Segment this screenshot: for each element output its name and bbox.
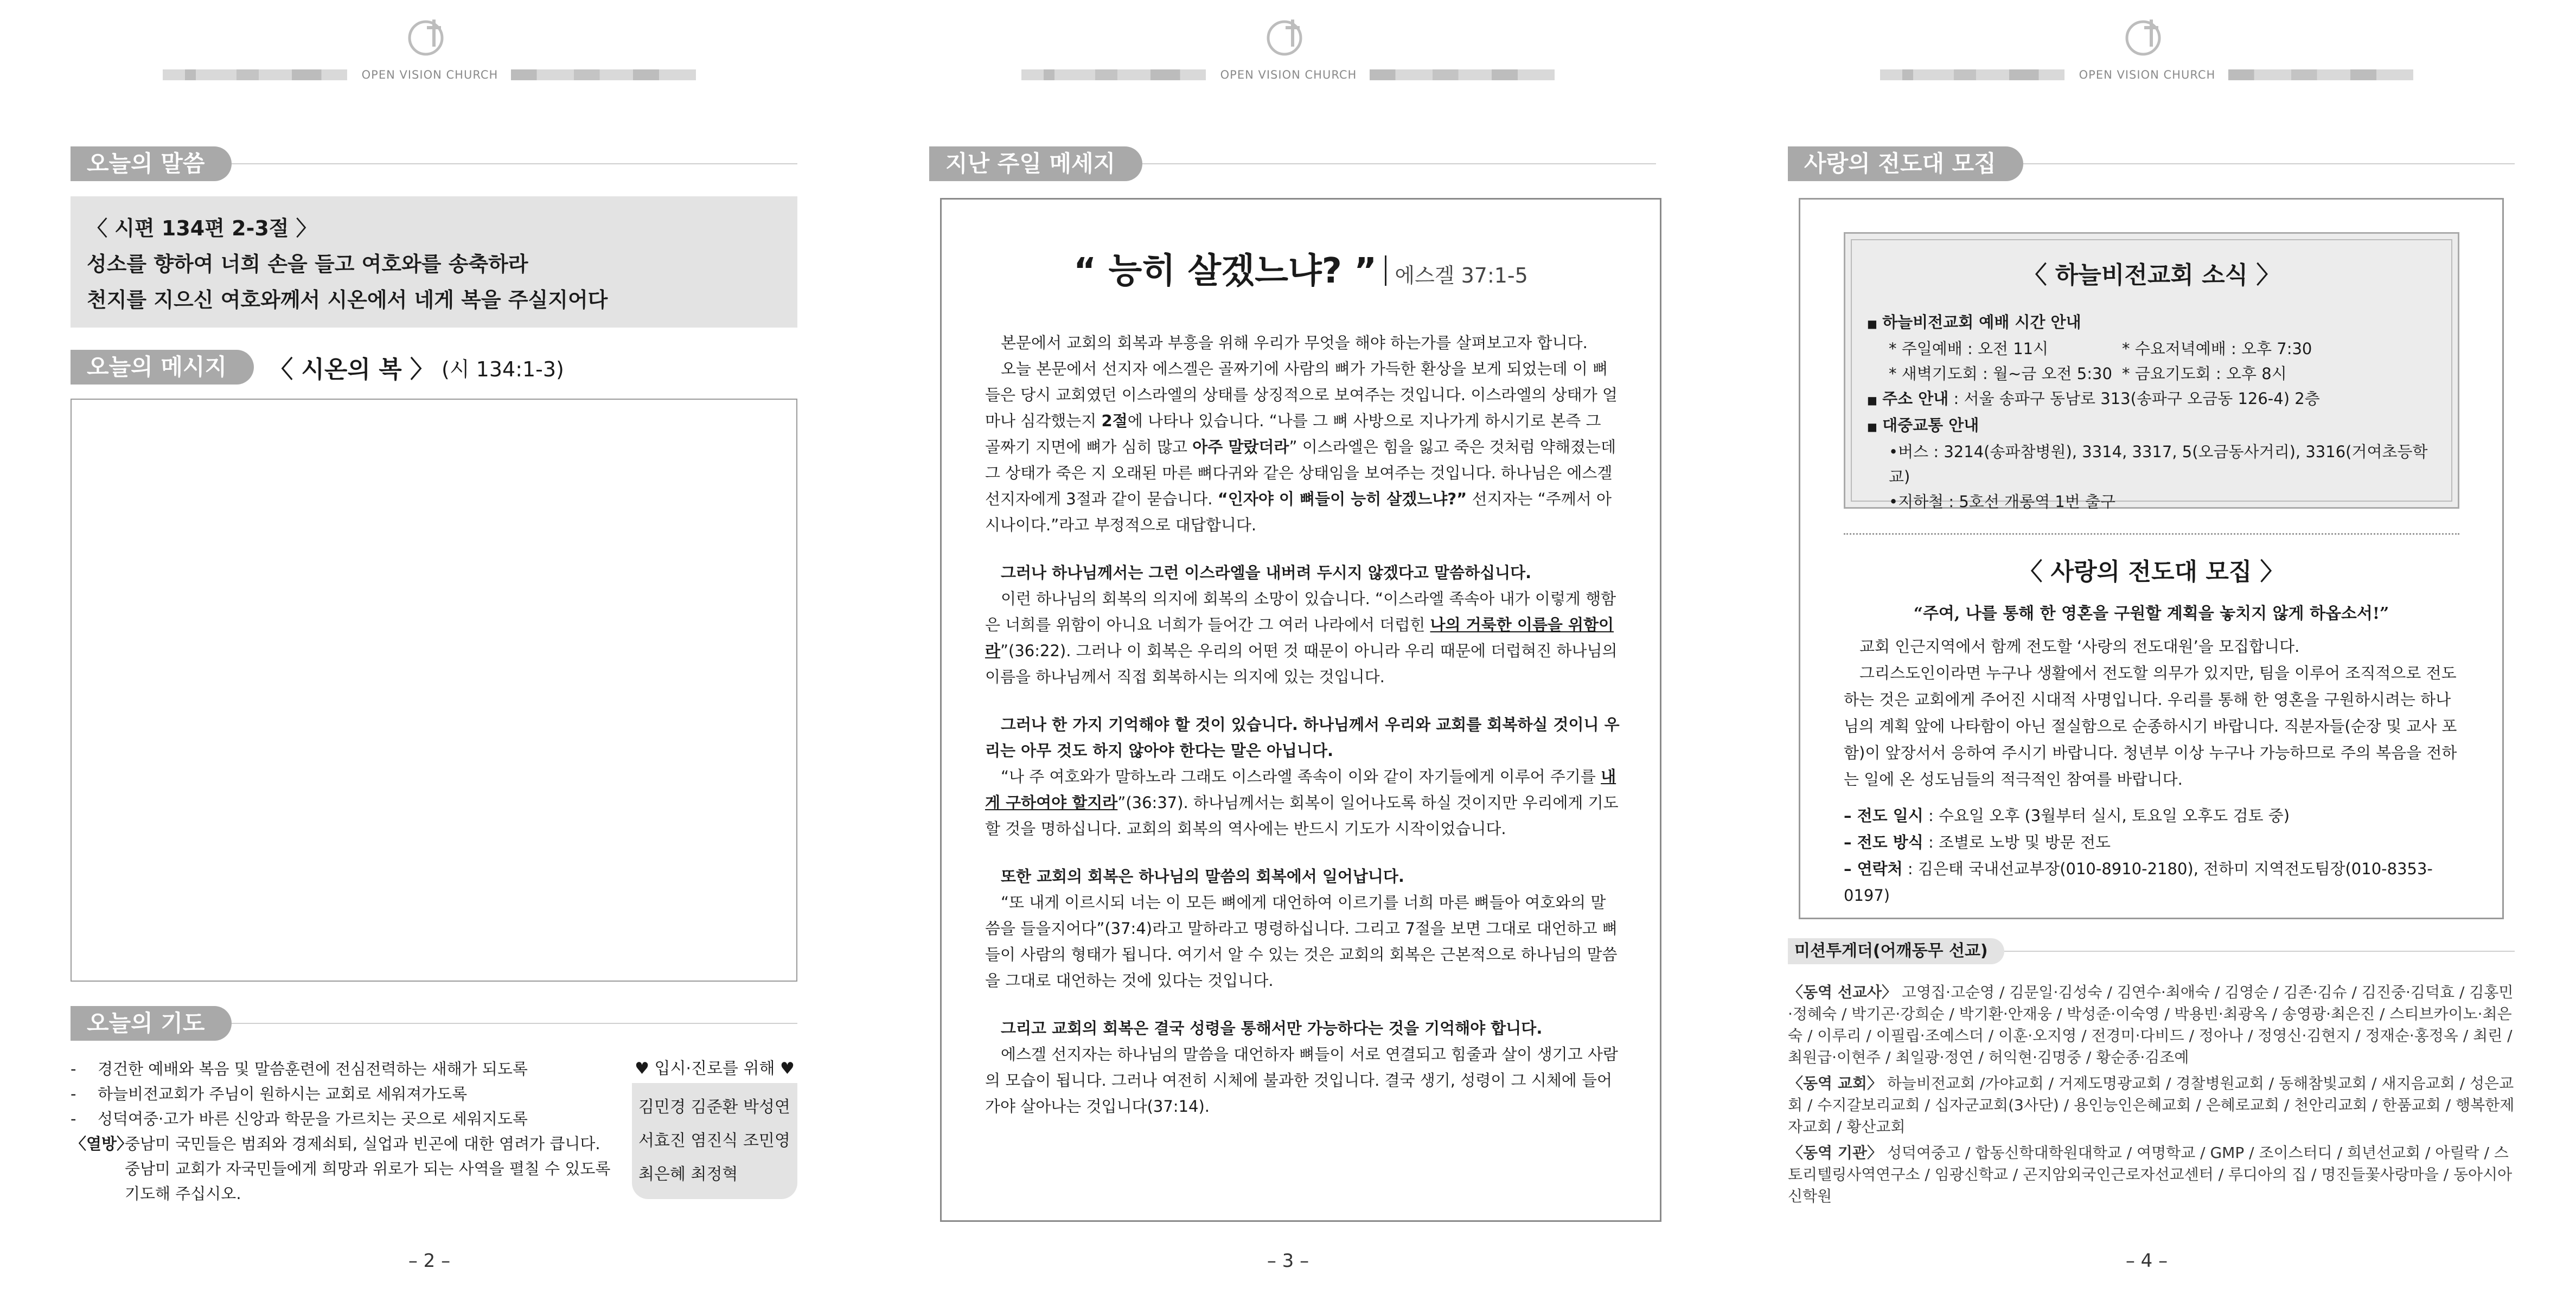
church-cross-logo-icon <box>2121 16 2170 60</box>
transit-label: ■ 대중교통 안내 <box>1867 416 1979 434</box>
paragraph: “또 내게 이르시되 너는 이 모든 뼈에게 대언하여 이르기를 너희 마른 뼈들아 여호와의 말씀을 들을지어다”(37:4)라고 말하라고 명령하십니다. 그리고 7절을 보면 그대로 대언하고 뼈들이 사람의 형태가 됩니다. 여기서 알 수 있는 것은 교회의 회복은 근본적으로 하나님의 말씀을 그대로 대언하는 것에 있다는 것입니다. <box>985 893 1618 990</box>
message-reference: (시 134:1-3) <box>442 357 564 381</box>
section-title: 오늘의 말씀 <box>71 146 232 181</box>
section-title: 사랑의 전도대 모집 <box>1788 146 2023 181</box>
mission-header <box>1788 938 2515 964</box>
prayer-item: - 하늘비전교회가 주님이 원하시는 교회로 세워져가도록 <box>71 1085 468 1103</box>
sermon-heading <box>942 243 1660 293</box>
address-row: ■ 주소 안내 : 서울 송파구 동남로 313(송파구 오금동 126-4) 2층 <box>1867 389 2320 408</box>
header-band-left <box>1021 69 1206 80</box>
section-title: 오늘의 기도 <box>71 1006 232 1041</box>
header-band-right <box>1370 69 1555 80</box>
church-news-box <box>1844 232 2459 509</box>
paragraph: 이런 하나님의 회복의 의지에 회복의 소망이 있습니다. “이스라엘 족속아 내가 이렇게 행함은 너희를 위함이 아니요 너희가 들어간 그 여러 나라에서 더럽힌 나의 거룩한 이름을 위함이라”(36:22). 그러나 이 회복은 우리의 어떤 것 때문이 아니라 우리 때문에 더럽혀진 하나님의 이름을 하나님께서 직접 회복하시는 의지에 있는 것입니다. <box>985 590 1618 686</box>
paragraph: 그리스도인이라면 누구나 생활에서 전도할 의무가 있지만, 팀을 이루어 조직적으로 전도하는 것은 교회에게 주어진 시대적 사명입니다. 우리를 통해 한 영혼을 구원하시려는 하나님의 계획 앞에 나타함이 아닌 절실함으로 순종하시기 바랍니다. 직분자들(순장 및 교사 포함)이 앞장서서 응하여 주시기 바랍니다. 청년부 이상 누구나 가능하므로 주의 복음을 전하는 일에 온 성도님들의 적극적인 참여를 바랍니다. <box>1844 664 2457 789</box>
paragraph: “나 주 여호와가 말하노라 그래도 이스라엘 족속이 이와 같이 자기들에게 이루어 주기를 내게 구하여야 할지라”(36:37). 하나님께서는 회복이 일어나도록 하실 것이지만 우리에게 기도할 것을 명하십니다. 교회의 회복의 역사에는 반드시 기도가 시작이었습니다. <box>985 767 1619 838</box>
sermon-body <box>985 330 1620 1119</box>
sermon-reference: 에스겔 37:1-5 <box>1395 264 1528 287</box>
church-name: OPEN VISION CHURCH <box>2079 68 2216 81</box>
scripture-reference: 〈 시편 134편 2-3절 〉 <box>87 216 317 240</box>
divider <box>1385 255 1386 286</box>
paragraph: 오늘 본문에서 선지자 에스겔은 골짜기에 사람의 뼈가 가득한 환상을 보게 되었는데 이 뼈들은 당시 교회였던 이스라엘의 상태를 상징적으로 보여주는 것입니다. 이스라엘의 상태가 얼마나 심각했는지 2절에 나타나 있습니다. “나를 그 뼈 사방으로 지나가게 하시기로 본즉 그 골짜기 지면에 뼈가 심히 많고 아주 말랐더라” 이스라엘은 힘을 잃고 죽은 것처럼 약해졌는데 그 상태가 죽은 지 오래된 마른 뼈다귀와 같은 상태임을 보여주는 것입니다. 하나님은 에스겔 선지자에게 3절과 같이 묻습니다. “인자야 이 뼈들이 능히 살겠느냐?” 선지자는 “주께서 아시나이다.”라고 부정적으로 대답합니다. <box>985 360 1618 534</box>
name-row: 서효진 염진식 조민영 <box>638 1131 790 1150</box>
divider <box>1142 163 1656 164</box>
paragraph: 에스겔 선지자는 하나님의 말씀을 대언하자 뼈들이 서로 연결되고 힘줄과 살이 생기고 사람의 모습이 됩니다. 그러나 여전히 시체에 불과한 것입니다. 결국 생기, 성령이 그 시체에 들어가야 살아나는 것입니다(37:14). <box>985 1045 1618 1116</box>
message-name: 〈 시온의 복 〉 <box>269 356 434 383</box>
scripture-line: 천지를 지으신 여호와께서 시온에서 네게 복을 주실지어다 <box>87 288 608 312</box>
bus-row: •버스 : 3214(송파참병원), 3314, 3317, 5(오금동사거리), 3316(거여초등학교) <box>1889 443 2428 486</box>
church-name: OPEN VISION CHURCH <box>1220 68 1357 81</box>
sermon-title: “ 능히 살겠느냐? ” <box>1073 251 1377 291</box>
divider <box>232 163 797 164</box>
entrance-names-box <box>632 1083 797 1199</box>
paragraph: 본문에서 교회의 회복과 부흥을 위해 우리가 무엇을 해야 하는가를 살펴보고자 합니다. <box>1001 334 1588 352</box>
divider <box>1844 533 2459 535</box>
detail-row: – 연락처 : 김은태 국내선교부장(010-8910-2180), 전하미 지역전도팀장(010-8353-0197) <box>1844 860 2433 905</box>
detail-row: – 전도 일시 : 수요일 오후 (3월부터 실시, 토요일 오후도 검토 중) <box>1844 806 2290 825</box>
recruit-body <box>1844 633 2462 909</box>
page-2 <box>0 0 859 1294</box>
page-number: – 4 – <box>2125 1250 2168 1272</box>
page-number: – 2 – <box>408 1250 451 1272</box>
recruit-title: 〈 사랑의 전도대 모집 〉 <box>2018 558 2284 586</box>
header-band-right <box>2228 69 2413 80</box>
church-cross-logo-icon <box>404 16 453 60</box>
name-row: 김민경 김준환 박성연 <box>638 1098 790 1117</box>
section-last-sermon <box>929 146 1656 181</box>
page-header <box>163 16 696 81</box>
sermon-point: 그러나 하나님께서는 그런 이스라엘을 내버려 두시지 않겠다고 말씀하십니다. <box>1001 563 1532 582</box>
page-number: – 3 – <box>1267 1250 1309 1272</box>
page-3 <box>859 0 1717 1294</box>
section-today-word <box>71 146 797 181</box>
divider <box>232 1023 797 1024</box>
sermon-point: 또한 교회의 회복은 하나님의 말씀의 회복에서 일어납니다. <box>1001 867 1404 886</box>
worship-label: ■ 하늘비전교회 예배 시간 안내 <box>1867 313 2081 331</box>
missionary-list: 〈동역 선교사〉 고영집·고순영 / 김문일·김성숙 / 김연수·최애숙 / 김영순 / 김존·김슈 / 김진중·김덕효 / 김홍민·정혜숙 / 박기곤·강희순 / 박기환·안재웅 / 박성준·이숙영 / 박용빈·최광옥 / 송영광·최은진 / 스티브카이노·최은숙 / 이루리 / 이필립·조예스더 / 이훈·오지영 / 전경미·다비드 / 정아나 / 정영신·김현지 / 정재순·홍정옥 / 최린 / 최원급·이현주 / 최일광·정연 / 허익현·김명중 / 황순종·김조예 <box>1788 983 2514 1066</box>
message-notes-box <box>71 399 797 982</box>
section-today-message <box>71 350 797 385</box>
mission-title: 미션투게더(어깨동무 선교) <box>1788 938 2004 964</box>
subway-row: •지하철 : 5호선 개롱역 1번 출구 <box>1889 492 2116 511</box>
header-band-left <box>1880 69 2064 80</box>
divider <box>2023 163 2515 164</box>
paragraph: 교회 인근지역에서 함께 전도할 ‘사랑의 전도대원’을 모집합니다. <box>1859 637 2300 656</box>
partner-church-list: 〈동역 교회〉 하늘비전교회 /가야교회 / 거제도명광교회 / 경찰병원교회 / 동해참빛교회 / 새지음교회 / 성은교회 / 수지갈보리교회 / 십자군교회(3사단) / 용인능인은혜교회 / 은혜로교회 / 천안리교회 / 한품교회 / 행복한제자교회 / 황산교회 <box>1788 1074 2515 1136</box>
scripture-line: 성소를 향하여 너희 손을 들고 여호와를 송축하라 <box>87 252 528 276</box>
section-title: 지난 주일 메세지 <box>929 146 1142 181</box>
prayer-item: - 성덕여중·고가 바른 신앙과 학문을 가르치는 곳으로 세워지도록 <box>71 1110 528 1128</box>
header-band-right <box>511 69 696 80</box>
detail-row: – 전도 방식 : 조별로 노방 및 방문 전도 <box>1844 833 2111 851</box>
news-title: 〈 하늘비전교회 소식 〉 <box>2023 261 2280 289</box>
section-today-prayer <box>71 1006 797 1041</box>
page-header <box>1880 16 2413 81</box>
prayer-item: - 경건한 예배와 복음 및 말씀훈련에 전심전력하는 새해가 되도록 <box>71 1060 528 1078</box>
news-content <box>1867 310 2442 514</box>
entrance-prayer-panel <box>632 1055 797 1199</box>
entrance-title: ♥ 입시·진로를 위해 ♥ <box>635 1059 795 1078</box>
section-title: 오늘의 메시지 <box>71 350 254 385</box>
church-name: OPEN VISION CHURCH <box>361 68 498 81</box>
worship-row: * 새벽기도회 : 월~금 오전 5:30 * 금요기도회 : 오후 8시 <box>1889 364 2287 383</box>
section-evangelism <box>1788 146 2515 181</box>
worship-row: * 주일예배 : 오전 11시 * 수요저녁예배 : 오후 7:30 <box>1889 339 2312 358</box>
partner-org-list: 〈동역 기관〉 성덕여중고 / 합동신학대학원대학교 / 여명학교 / GMP / 조이스터디 / 희년선교회 / 아릴락 / 스토리텔링사역연구소 / 임광신학교 / 곤지암외국인근로자선교센터 / 루디아의 집 / 명진들꽃사랑마을 / 동아시아신학원 <box>1788 1144 2513 1205</box>
header-band-left <box>163 69 347 80</box>
sermon-point: 그리고 교회의 회복은 결국 성령을 통해서만 가능하다는 것을 기억해야 합니다. <box>1001 1019 1543 1037</box>
page-4 <box>1717 0 2576 1294</box>
evangelism-box <box>1799 198 2504 919</box>
name-row: 최은혜 최정혁 <box>638 1165 738 1184</box>
page-header <box>1021 16 1555 81</box>
recruit-quote: “주여, 나를 통해 한 영혼을 구원할 계획을 놓치지 않게 하옵소서!” <box>1913 604 2389 623</box>
sermon-box <box>940 198 1661 1222</box>
scripture-box <box>71 196 797 328</box>
sermon-point: 그러나 한 가지 기억해야 할 것이 있습니다. 하나님께서 우리와 교회를 회복하실 것이니 우리는 아무 것도 하지 않아야 한다는 말은 아닙니다. <box>985 715 1620 760</box>
mission-list <box>1788 982 2515 1207</box>
prayer-list <box>71 1056 618 1206</box>
church-cross-logo-icon <box>1263 16 1312 60</box>
prayer-item-nations: 〈열방〉 중남미 국민들은 범죄와 경제쇠퇴, 실업과 빈곤에 대한 염려가 큽니다. 중남미 교회가 자국민들에게 희망과 위로가 되는 사역을 펼칠 수 있도록 기도해 주십시오. <box>71 1135 611 1203</box>
divider <box>2004 951 2515 952</box>
